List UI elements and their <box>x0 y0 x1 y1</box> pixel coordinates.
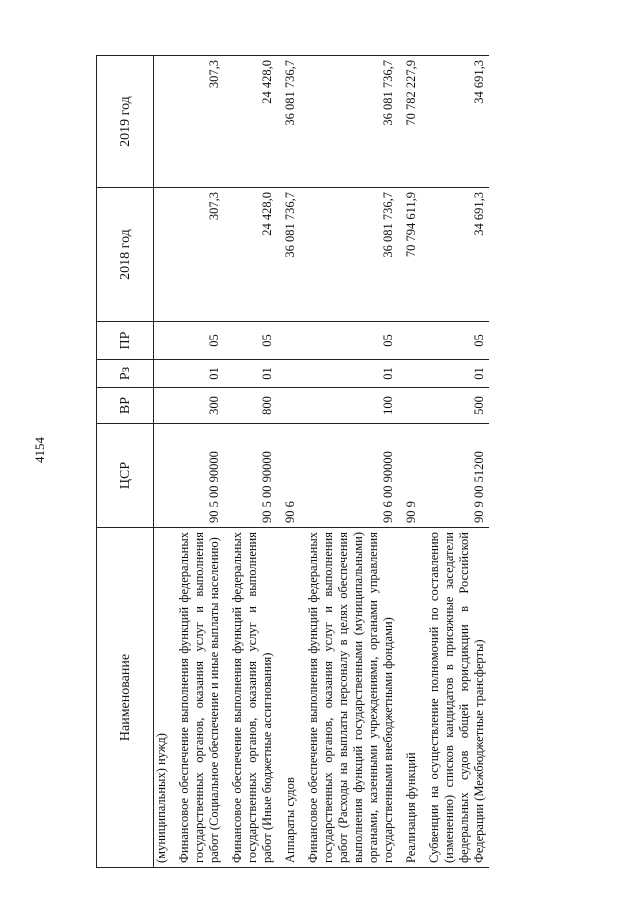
table-row <box>169 56 226 868</box>
row-2019: 24 428,0 <box>226 56 279 188</box>
row-vr: 500 <box>421 388 489 424</box>
row-vr <box>154 388 170 424</box>
row-2019 <box>154 56 170 188</box>
header-2019: 2019 год <box>97 56 154 188</box>
row-name: (муниципальных) нужд) <box>154 528 170 868</box>
row-rz <box>154 360 170 388</box>
row-rz <box>279 360 300 388</box>
row-name: Реализация функций <box>398 528 421 868</box>
header-name: Наименование <box>97 528 154 868</box>
table-row <box>154 56 170 868</box>
header-vr: ВР <box>97 388 154 424</box>
row-vr: 800 <box>226 388 279 424</box>
row-name: Финансовое обеспечение выполнения функций федеральных государственных органов, оказания услуг и выполнения работ (Иные бюджетные ассигнования) <box>226 528 279 868</box>
row-pr: 05 <box>169 322 226 360</box>
row-2018: 70 794 611,9 <box>398 188 421 322</box>
table-row <box>398 56 421 868</box>
row-2019: 34 691,3 <box>421 56 489 188</box>
row-rz: 01 <box>421 360 489 388</box>
table-header-row <box>97 56 154 868</box>
rotated-page <box>96 56 580 868</box>
row-pr <box>154 322 170 360</box>
row-2018: 36 081 736,7 <box>279 188 300 322</box>
table-row <box>226 56 279 868</box>
table-row <box>300 56 398 868</box>
header-2018: 2018 год <box>97 188 154 322</box>
row-vr <box>279 388 300 424</box>
row-name: Финансовое обеспечение выполнения функций федеральных государственных органов, оказания услуг и выполнения работ (Расходы на выплаты персоналу в целях обеспечения выполнения функций государственными (муниципальными) органами, казенными учреждениями, органами управления государственными внебюджетными фондами) <box>300 528 398 868</box>
row-2019: 307,3 <box>169 56 226 188</box>
row-vr <box>398 388 421 424</box>
row-2018: 34 691,3 <box>421 188 489 322</box>
row-rz: 01 <box>169 360 226 388</box>
row-pr <box>398 322 421 360</box>
row-csr: 90 6 00 90000 <box>300 424 398 528</box>
row-2018 <box>154 188 170 322</box>
row-name: Финансовое обеспечение выполнения функций федеральных государственных органов, оказания услуг и выполнения работ (Социальное обеспечение и иные выплаты населению) <box>169 528 226 868</box>
page-number: 4154 <box>32 437 47 463</box>
row-rz: 01 <box>226 360 279 388</box>
header-rz: Рз <box>97 360 154 388</box>
row-csr: 90 9 00 51200 <box>421 424 489 528</box>
header-pr: ПР <box>97 322 154 360</box>
row-2019: 36 081 736,7 <box>300 56 398 188</box>
row-2019: 70 782 227,9 <box>398 56 421 188</box>
header-csr: ЦСР <box>97 424 154 528</box>
row-2019: 36 081 736,7 <box>279 56 300 188</box>
row-vr: 100 <box>300 388 398 424</box>
row-name: Аппараты судов <box>279 528 300 868</box>
row-csr: 90 5 00 90000 <box>169 424 226 528</box>
row-csr: 90 9 <box>398 424 421 528</box>
row-pr <box>279 322 300 360</box>
row-2018: 36 081 736,7 <box>300 188 398 322</box>
row-2018: 307,3 <box>169 188 226 322</box>
row-csr: 90 5 00 90000 <box>226 424 279 528</box>
row-name: Субвенции на осуществление полномочий по составлению (изменению) списков кандидатов в присяжные заседатели федеральных судов общей юрисдикции в Российской Федерации (Межбюджетные трансферты) <box>421 528 489 868</box>
row-pr: 05 <box>421 322 489 360</box>
row-pr: 05 <box>226 322 279 360</box>
table-row <box>421 56 489 868</box>
row-2018: 24 428,0 <box>226 188 279 322</box>
row-rz: 01 <box>300 360 398 388</box>
row-rz <box>398 360 421 388</box>
row-csr: 90 6 <box>279 424 300 528</box>
row-csr <box>154 424 170 528</box>
budget-table <box>96 55 489 868</box>
table-row <box>279 56 300 868</box>
row-vr: 300 <box>169 388 226 424</box>
row-pr: 05 <box>300 322 398 360</box>
